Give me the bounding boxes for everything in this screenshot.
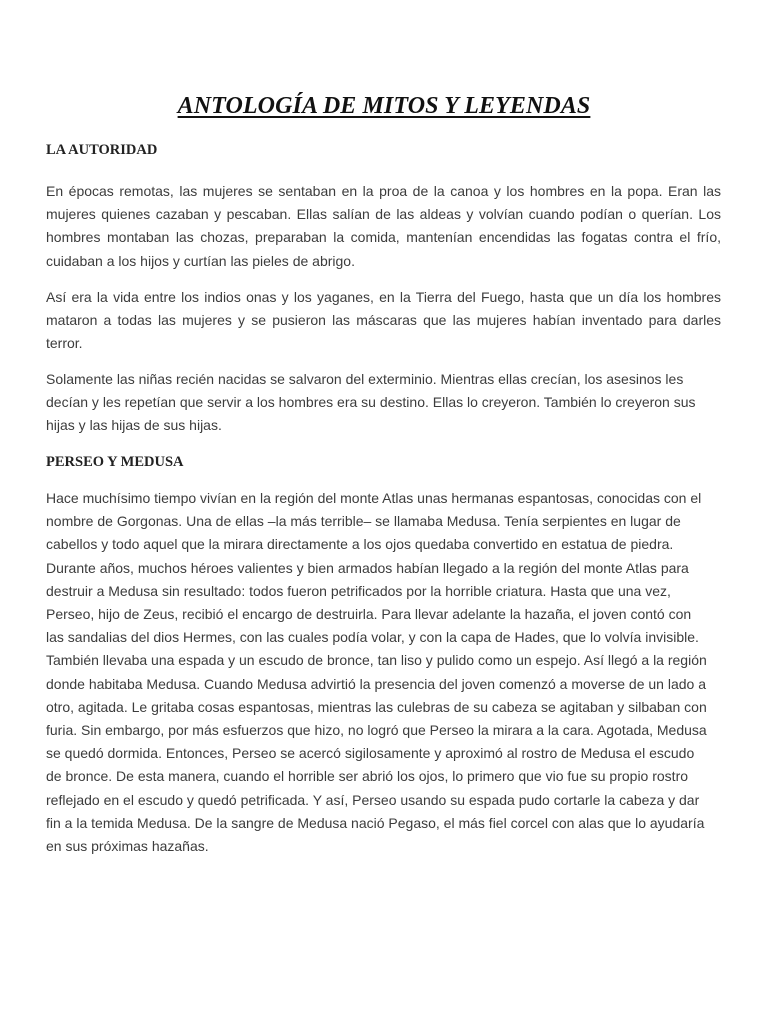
paragraph-autoridad-2: Así era la vida entre los indios onas y los yaganes, en la Tierra del Fuego, hasta que un día los hombres mataron a todas las mujeres y se pusieron las máscaras que las mujeres habían inventado para darles terror. <box>46 289 721 352</box>
section-heading-perseo-y-medusa: PERSEO Y MEDUSA <box>46 454 184 470</box>
paragraph-perseo-1: Hace muchísimo tiempo vivían en la región del monte Atlas unas hermanas espantosas, conocidas con el nombre de Gorgonas. Una de ellas –la más terrible– se llamaba Medusa. Tenía serpientes en lugar de cabellos y todo aquel que la mirara directamente a los ojos quedaba convertido en estatua de piedra. Durante años, muchos héroes valientes y bien armados habían llegado a la región del monte Atlas para destruir a Medusa sin resultado: todos fueron petrificados por la horrible criatura. Hasta que una vez, Perseo, hijo de Zeus, recibió el encargo de destruirla. Para llevar adelante la hazaña, el joven contó con las sandalias del dios Hermes, con las cuales podía volar, y con la capa de Hades, que lo volvía invisible. También llevaba una espada y un escudo de bronce, tan liso y pulido como un espejo. Así llegó a la región donde habitaba Medusa. Cuando Medusa advirtió la presencia del joven comenzó a moverse de un lado a otro, agitada. Le gritaba cosas espantosas, mientras las culebras de su cabeza se agitaban y silbaban con furia. Sin embargo, por más esfuerzos que hizo, no logró que Perseo la mirara a la cara. Agotada, Medusa se quedó dormida. Entonces, Perseo se acercó sigilosamente y aproximó al rostro de Medusa el escudo de bronce. De esta manera, cuando el horrible ser abrió los ojos, lo primero que vio fue su propio rostro reflejado en el escudo y quedó petrificada. Y así, Perseo usando su espada pudo cortarle la cabeza y dar fin a la temida Medusa. De la sangre de Medusa nació Pegaso, el más fiel corcel con alas que lo ayudaría en sus próximas hazañas. <box>46 490 707 855</box>
section-heading-la-autoridad: LA AUTORIDAD <box>46 142 158 158</box>
paragraph-autoridad-3: Solamente las niñas recién nacidas se salvaron del exterminio. Mientras ellas crecían, los asesinos les decían y les repetían que servir a los hombres era su destino. Ellas lo creyeron. También lo creyeron sus hijas y las hijas de sus hijas. <box>46 371 696 434</box>
paragraph-autoridad-1: En épocas remotas, las mujeres se sentaban en la proa de la canoa y los hombres en la popa. Eran las mujeres quienes cazaban y pescaban. Ellas salían de las aldeas y volvían cuando podían o querían. Los hombres montaban las chozas, preparaban la comida, mantenían encendidas las fogatas contra el frío, cuidaban a los hijos y curtían las pieles de abrigo. <box>46 183 721 269</box>
document-title: ANTOLOGÍA DE MITOS Y LEYENDAS <box>177 93 591 119</box>
